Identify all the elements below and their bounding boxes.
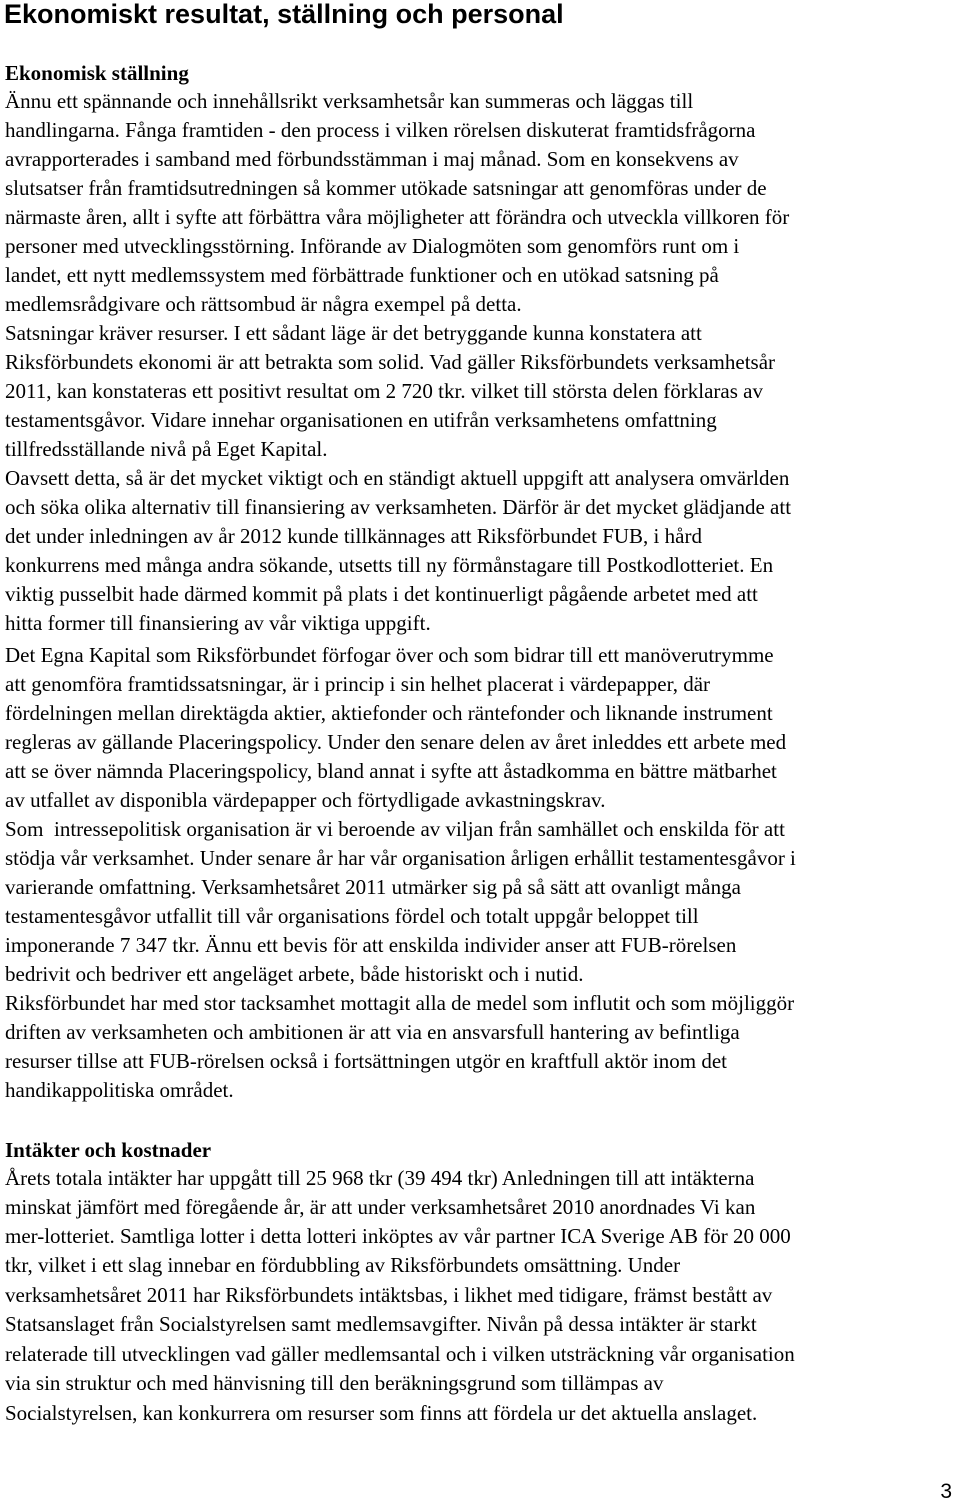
text-line: att genomföra framtidssatsningar, är i princip i sin helhet placerat i värdepapper, där (5, 672, 711, 696)
text-line: Som intressepolitisk organisation är vi beroende av viljan från samhället och enskilda för att (5, 817, 785, 841)
text-line: handikappolitiska området. (5, 1078, 234, 1102)
text-line: verksamhetsåret 2011 har Riksförbundets intäktsbas, i likhet med tidigare, främst bestått av (5, 1283, 773, 1307)
text-line: resurser tillse att FUB-rörelsen också i fortsättningen utgör en kraftfull aktör inom det (5, 1049, 727, 1073)
text-line: att se över nämnda Placeringspolicy, bland annat i syfte att åstadkomma en bättre mätbarhet (5, 759, 777, 783)
text-line: viktig pusselbit hade därmed kommit på plats i det kontinuerligt pågående arbetet med att (5, 582, 758, 606)
text-line: relaterade till utvecklingen vad gäller medlemsantal och i vilken utsträckning vår organisation (5, 1342, 795, 1366)
text-line: 2011, kan konstateras ett positivt resultat om 2 720 tkr. vilket till största delen förklaras av (5, 379, 763, 403)
text-line: tillfredsställande nivå på Eget Kapital. (5, 437, 328, 461)
text-line: tkr, vilket i ett slag innebar en fördubbling av Riksförbundets omsättning. Under (5, 1253, 681, 1277)
text-line: regleras av gällande Placeringspolicy. Under den senare delen av året inleddes ett arbete med (5, 730, 787, 754)
text-line: testamentsgåvor. Vidare innehar organisationen en utifrån verksamhetens omfattning (5, 408, 717, 432)
text-line: varierande omfattning. Verksamhetsåret 2011 utmärker sig på så sätt att ovanligt många (5, 875, 741, 899)
text-line: närmaste åren, allt i syfte att förbättra våra möjligheter att förändra och utveckla villkoren för (5, 205, 790, 229)
text-line: avrapporterades i samband med förbundsstämman i maj månad. Som en konsekvens av (5, 147, 739, 171)
text-line: via sin struktur och med hänvisning till den beräkningsgrund som tillämpas av (5, 1371, 664, 1395)
text-line: Ännu ett spännande och innehållsrikt verksamhetsår kan summeras och läggas till (5, 89, 694, 113)
text-line: av utfallet av disponibla värdepapper och förtydligade avkastningskrav. (5, 788, 606, 812)
text-line: stödja vår verksamhet. Under senare år har vår organisation årligen erhållit testamentesgåvor i (5, 846, 796, 870)
text-line: hitta former till finansiering av vår viktiga uppgift. (5, 611, 431, 635)
section-heading: Intäkter och kostnader (5, 1138, 212, 1162)
text-line: fördelningen mellan direktägda aktier, aktiefonder och räntefonder och liknande instrument (5, 701, 773, 725)
text-line: det under inledningen av år 2012 kunde tillkännages att Riksförbundet FUB, i hård (5, 524, 702, 548)
text-line: Socialstyrelsen, kan konkurrera om resurser som finns att fördela ur det aktuella anslaget. (5, 1401, 758, 1425)
page-title: Ekonomiskt resultat, ställning och personal (4, 0, 564, 29)
text-line: personer med utvecklingsstörning. Införande av Dialogmöten som genomförs runt om i (5, 234, 740, 258)
text-line: medlemsrådgivare och rättsombud är några exempel på detta. (5, 292, 522, 316)
text-line: Årets totala intäkter har uppgått till 25 968 tkr (39 494 tkr) Anledningen till att intäkterna (5, 1166, 755, 1190)
page-number: 3 (940, 1480, 952, 1503)
text-line: Oavsett detta, så är det mycket viktigt och en ständigt aktuell uppgift att analysera omvärlden (5, 466, 790, 490)
text-line: konkurrens med många andra sökande, utsetts till ny förmånstagare till Postkodlotteriet. En (5, 553, 774, 577)
text-line: mer-lotteriet. Samtliga lotter i detta lotteri inköptes av vår partner ICA Sverige AB för 20 000 (5, 1224, 791, 1248)
text-line: Riksförbundet har med stor tacksamhet mottagit alla de medel som influtit och som möjliggör (5, 991, 795, 1015)
section-heading: Ekonomisk ställning (5, 61, 189, 85)
text-line: och söka olika alternativ till finansiering av verksamheten. Därför är det mycket glädjande att (5, 495, 792, 519)
text-line: driften av verksamheten och ambitionen är att via en ansvarsfull hantering av befintliga (5, 1020, 740, 1044)
text-line: Det Egna Kapital som Riksförbundet förfogar över och som bidrar till ett manöverutrymme (5, 643, 774, 667)
text-line: Satsningar kräver resurser. I ett sådant läge är det betryggande kunna konstatera att (5, 321, 702, 345)
text-line: minskat jämfört med föregående år, är att under verksamhetsåret 2010 anordnades Vi kan (5, 1195, 756, 1219)
text-line: handlingarna. Fånga framtiden - den process i vilken rörelsen diskuterat framtidsfrågorna (5, 118, 756, 142)
text-line: slutsatser från framtidsutredningen så kommer utökade satsningar att genomföras under de (5, 176, 767, 200)
text-line: Statsanslaget från Socialstyrelsen samt medlemsavgifter. Nivån på dessa intäkter är starkt (5, 1312, 757, 1336)
text-line: Riksförbundets ekonomi är att betrakta som solid. Vad gäller Riksförbundets verksamhetsår (5, 350, 776, 374)
text-line: imponerande 7 347 tkr. Ännu ett bevis för att enskilda individer anser att FUB-rörelsen (5, 933, 737, 957)
text-line: landet, ett nytt medlemssystem med förbättrade funktioner och en utökad satsning på (5, 263, 719, 287)
text-line: testamentesgåvor utfallit till vår organisations fördel och totalt uppgår beloppet till (5, 904, 699, 928)
text-line: bedrivit och bedriver ett angeläget arbete, både historiskt och i nutid. (5, 962, 584, 986)
